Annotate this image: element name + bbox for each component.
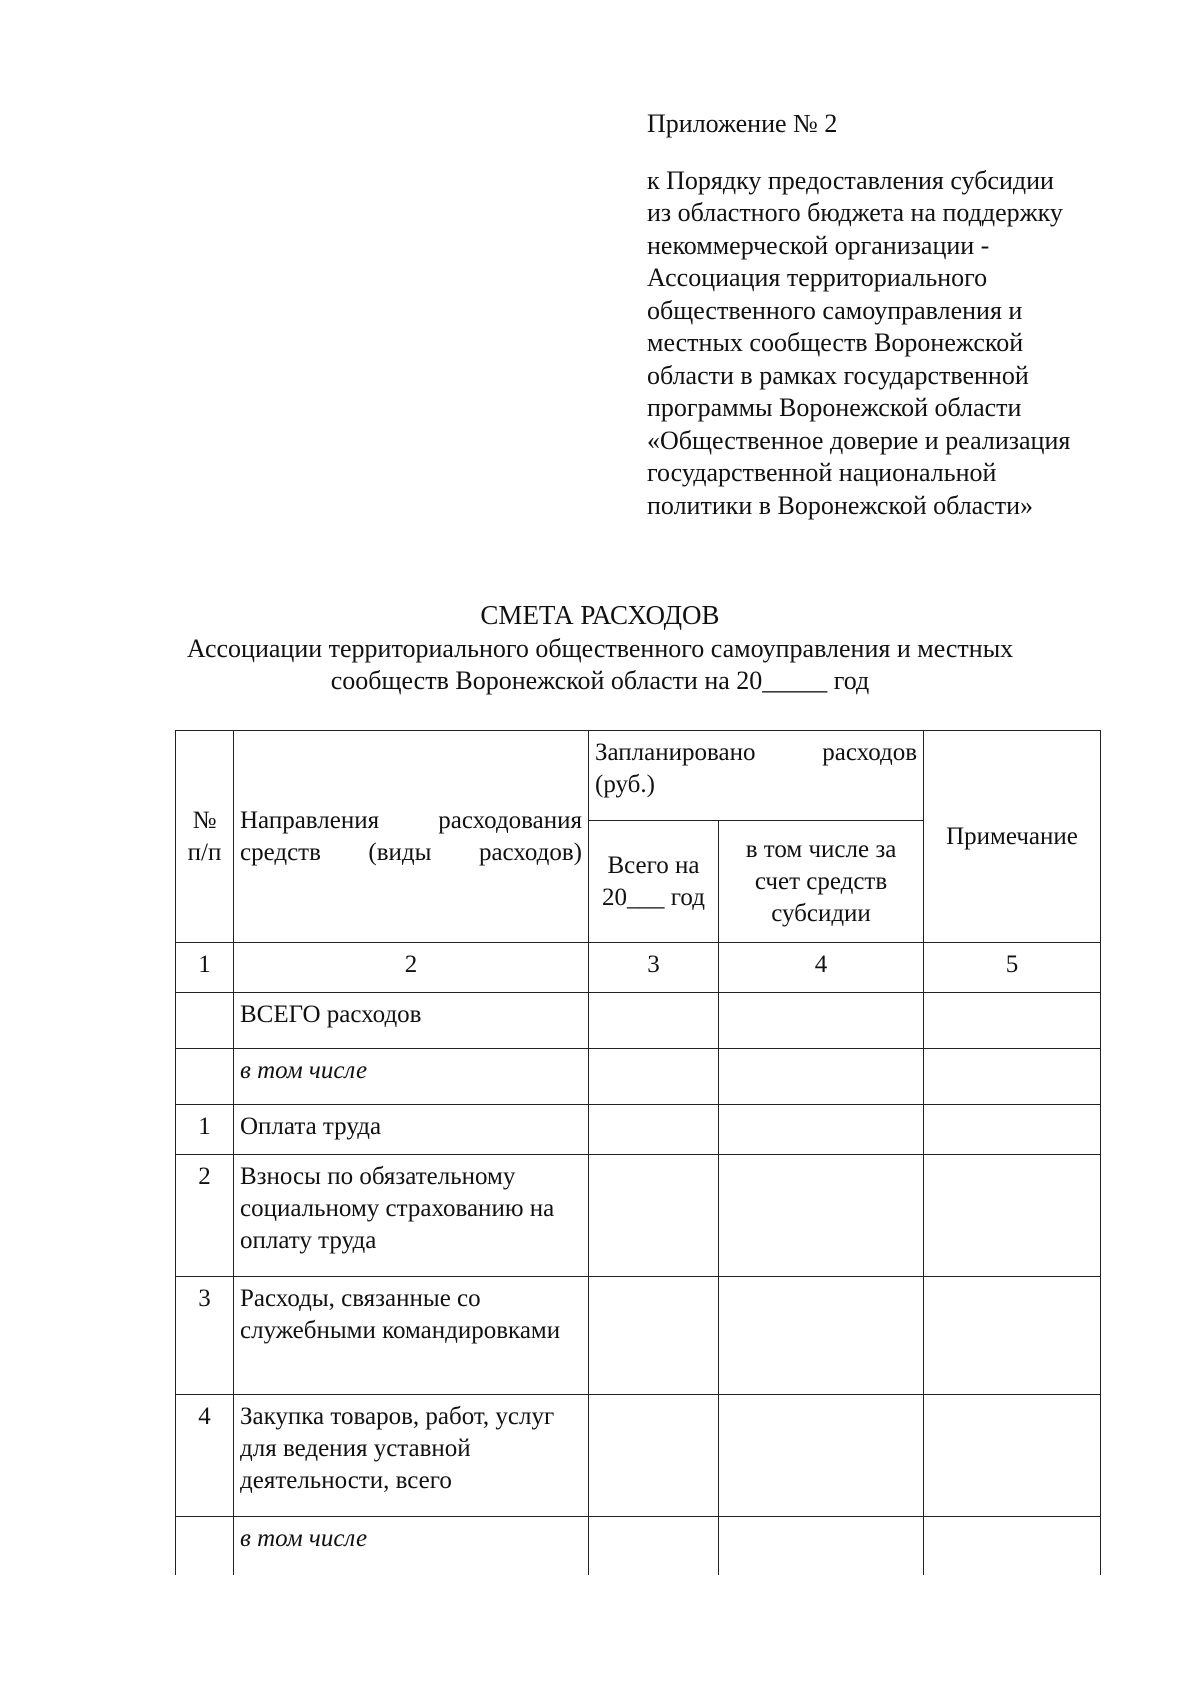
row-name: Закупка товаров, работ, услуг для ведения уставной деятельности, всего — [234, 1395, 589, 1517]
row-name: Взносы по обязательному социальному страхованию на оплату труда — [234, 1155, 589, 1277]
row-note-cell — [924, 1105, 1101, 1155]
row-num: 1 — [176, 1105, 234, 1155]
row-note-cell — [924, 1049, 1101, 1105]
row-subsidy-cell — [719, 1049, 924, 1105]
table-row — [176, 1105, 1101, 1155]
appendix-line: области в рамках государственной — [647, 360, 1029, 390]
appendix-line: некоммерческой организации - — [647, 230, 990, 260]
header-num: № п/п — [176, 731, 234, 943]
table-row — [176, 1155, 1101, 1277]
table-row — [176, 1049, 1101, 1105]
appendix-reference — [647, 165, 1127, 523]
row-name: в том числе — [234, 1517, 589, 1575]
row-total-cell — [589, 1517, 719, 1575]
table-row — [176, 1517, 1101, 1575]
header-planned: Запланировано расходов (руб.) — [589, 731, 924, 821]
row-total-cell — [589, 1395, 719, 1517]
appendix-line: общественного самоуправления и — [647, 295, 1023, 325]
table-row — [176, 993, 1101, 1049]
row-name: Расходы, связанные со служебными командировками — [234, 1277, 589, 1395]
appendix-line: государственной национальной — [647, 458, 997, 487]
appendix-line: программы Воронежской области — [647, 393, 1022, 422]
row-name: Оплата труда — [234, 1105, 589, 1155]
row-subsidy-cell — [719, 1155, 924, 1277]
row-num: 2 — [176, 1155, 234, 1277]
appendix-line: из областного бюджета на поддержку — [647, 198, 1063, 227]
document-subtitle-line2: сообществ Воронежской области на 20_____ год — [330, 666, 870, 695]
appendix-line: к Порядку предоставления субсидии — [647, 165, 1054, 195]
col-number: 5 — [924, 943, 1101, 993]
appendix-line: политики в Воронежской области» — [647, 490, 1034, 520]
table-row — [176, 1277, 1101, 1395]
row-total-cell — [589, 1049, 719, 1105]
header-note: Примечание — [924, 731, 1101, 943]
col-number: 2 — [234, 943, 589, 993]
row-subsidy-cell — [719, 1105, 924, 1155]
row-num — [176, 993, 234, 1049]
row-note-cell — [924, 1277, 1101, 1395]
row-total-cell — [589, 1277, 719, 1395]
estimate-table — [175, 730, 1101, 1575]
appendix-line: «Общественное доверие и реализация — [647, 425, 1071, 455]
row-total-cell — [589, 1155, 719, 1277]
row-num: 3 — [176, 1277, 234, 1395]
appendix-block — [647, 108, 1127, 522]
row-name: в том числе — [234, 1049, 589, 1105]
header-total: Всего на 20___ год — [589, 821, 719, 943]
header-subsidy: в том числе за счет средств субсидии — [719, 821, 924, 943]
document-subtitle-line1: Ассоциации территориального общественного самоуправления и местных — [186, 634, 1014, 663]
row-subsidy-cell — [719, 1395, 924, 1517]
row-subsidy-cell — [719, 1517, 924, 1575]
row-num — [176, 1049, 234, 1105]
appendix-line: Ассоциация территориального — [647, 263, 988, 292]
row-note-cell — [924, 1517, 1101, 1575]
appendix-line: местных сообществ Воронежской — [647, 328, 1024, 357]
appendix-number: Приложение № 2 — [647, 109, 838, 138]
row-num — [176, 1517, 234, 1575]
row-num: 4 — [176, 1395, 234, 1517]
row-subsidy-cell — [719, 993, 924, 1049]
table-row — [176, 1395, 1101, 1517]
col-number: 3 — [589, 943, 719, 993]
col-number: 1 — [176, 943, 234, 993]
header-direction: Направления расходования средств (виды расходов) — [234, 731, 589, 943]
row-note-cell — [924, 993, 1101, 1049]
row-name: ВСЕГО расходов — [234, 993, 589, 1049]
row-total-cell — [589, 1105, 719, 1155]
document-title: СМЕТА РАСХОДОВ — [480, 600, 720, 630]
row-subsidy-cell — [719, 1277, 924, 1395]
row-total-cell — [589, 993, 719, 1049]
col-number: 4 — [719, 943, 924, 993]
row-note-cell — [924, 1155, 1101, 1277]
row-note-cell — [924, 1395, 1101, 1517]
